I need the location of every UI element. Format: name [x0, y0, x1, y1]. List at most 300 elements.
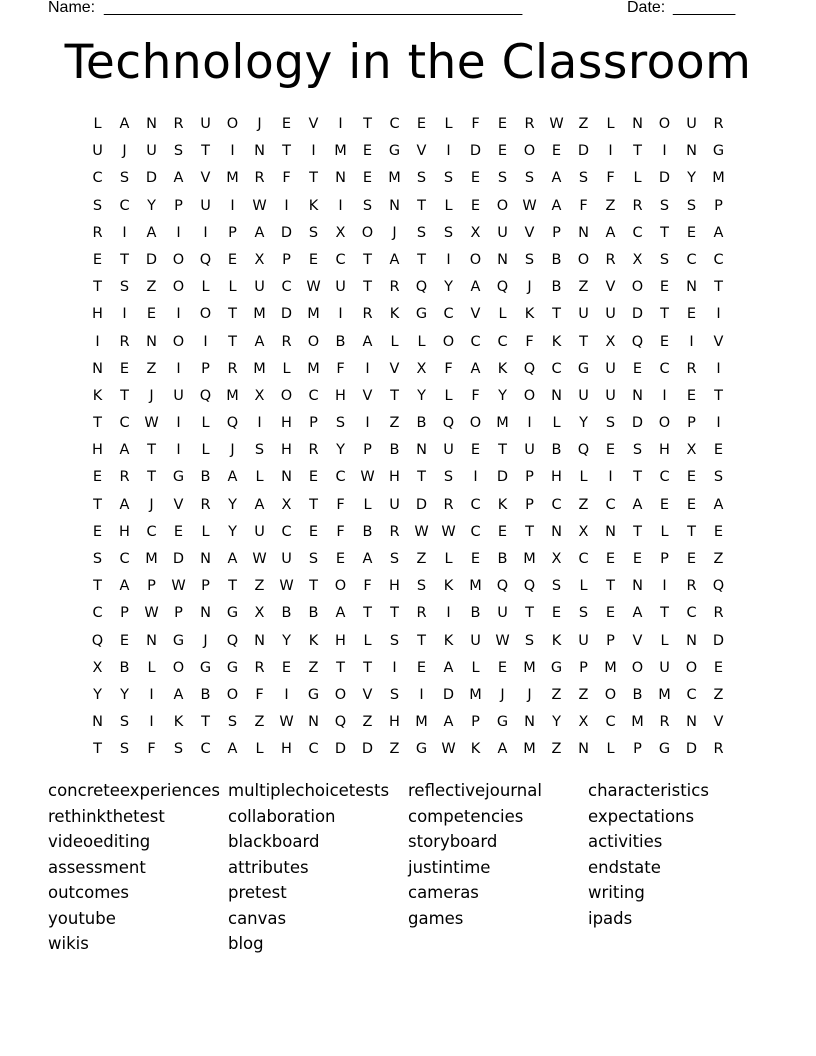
grid-letter: C	[686, 251, 697, 268]
grid-letter: P	[714, 197, 723, 214]
grid-letter: M	[145, 551, 158, 567]
grid-letter: E	[632, 360, 643, 377]
grid-letter: O	[658, 415, 671, 432]
grid-letter: I	[716, 306, 721, 323]
grid-letter: A	[173, 170, 184, 187]
grid-row	[84, 464, 732, 491]
grid-letter: K	[497, 496, 508, 513]
grid-letter: E	[605, 605, 616, 622]
grid-letter: S	[308, 551, 319, 567]
word-bank-item: reflectivejournal	[408, 781, 542, 800]
grid-letter: S	[119, 279, 130, 296]
grid-letter: M	[388, 170, 401, 187]
grid-letter: A	[254, 496, 265, 513]
grid-letter: P	[147, 578, 156, 595]
grid-letter: I	[149, 714, 154, 731]
grid-letter: U	[92, 143, 103, 160]
grid-letter: M	[226, 387, 239, 404]
grid-letter: L	[660, 523, 669, 540]
grid-letter: M	[658, 686, 671, 703]
word-bank-item: collaboration	[228, 806, 336, 826]
grid-letter: I	[230, 143, 235, 160]
grid-letter: T	[633, 523, 642, 540]
grid-letter: Z	[254, 578, 265, 595]
grid-letter: W	[441, 741, 456, 758]
grid-letter: J	[149, 387, 154, 404]
grid-letter: S	[92, 551, 103, 567]
grid-letter: A	[551, 197, 562, 214]
grid-letter: L	[363, 632, 372, 649]
grid-letter: T	[93, 496, 102, 513]
grid-letter: J	[527, 686, 532, 703]
grid-letter: T	[390, 387, 399, 404]
name-field[interactable]: _______________________________________________	[104, 0, 523, 16]
grid-letter: G	[550, 659, 563, 676]
grid-letter: P	[525, 496, 534, 513]
grid-letter: A	[335, 605, 346, 622]
grid-letter: Z	[578, 116, 589, 132]
grid-letter: E	[308, 523, 319, 540]
grid-letter: C	[335, 469, 346, 486]
grid-letter: T	[714, 279, 723, 296]
grid-letter: E	[686, 306, 697, 323]
grid-letter: A	[227, 741, 238, 758]
grid-row	[84, 628, 732, 655]
grid-letter: V	[173, 496, 184, 513]
header-line	[48, 0, 748, 20]
word-bank-item: youtube	[48, 908, 116, 928]
grid-letter: I	[176, 442, 181, 459]
grid-letter: R	[119, 469, 130, 486]
grid-letter: F	[255, 686, 264, 703]
grid-letter: T	[552, 306, 561, 323]
grid-letter: K	[551, 632, 562, 649]
grid-letter: B	[551, 279, 562, 296]
grid-letter: Y	[444, 279, 453, 296]
grid-row	[84, 356, 732, 383]
grid-letter: M	[469, 686, 482, 703]
grid-letter: O	[685, 659, 698, 676]
grid-letter: I	[716, 360, 721, 377]
grid-letter: S	[416, 224, 427, 241]
grid-letter: U	[254, 523, 265, 540]
grid-letter: Y	[93, 686, 102, 703]
word-bank-item: pretest	[228, 883, 287, 902]
grid-letter: S	[227, 714, 238, 731]
grid-letter: X	[605, 333, 616, 350]
grid-letter: Q	[442, 415, 455, 432]
grid-letter: R	[443, 496, 454, 513]
name-label: Name:	[48, 0, 96, 16]
grid-letter: E	[686, 224, 697, 241]
grid-letter: O	[172, 659, 185, 676]
grid-letter: C	[281, 523, 292, 540]
grid-letter: L	[201, 415, 210, 432]
grid-letter: G	[172, 632, 185, 649]
grid-letter: T	[363, 605, 372, 622]
grid-letter: U	[173, 387, 184, 404]
grid-letter: C	[632, 224, 643, 241]
grid-letter: E	[119, 632, 130, 649]
grid-letter: U	[686, 116, 697, 132]
grid-letter: T	[714, 387, 723, 404]
grid-letter: E	[92, 469, 103, 486]
grid-letter: D	[658, 170, 671, 187]
grid-letter: O	[496, 197, 509, 214]
grid-letter: H	[335, 632, 346, 649]
grid-letter: L	[606, 116, 615, 132]
grid-letter: L	[417, 333, 426, 350]
grid-letter: T	[633, 143, 642, 160]
grid-letter: F	[444, 360, 453, 377]
grid-letter: Z	[578, 496, 589, 513]
grid-letter: X	[551, 551, 562, 567]
grid-letter: B	[200, 686, 211, 703]
grid-letter: R	[389, 523, 400, 540]
grid-letter: G	[415, 741, 428, 758]
grid-letter: N	[578, 224, 589, 241]
grid-letter: E	[713, 442, 724, 459]
grid-letter: N	[632, 116, 643, 132]
grid-letter: I	[338, 306, 343, 323]
grid-letter: R	[713, 605, 724, 622]
grid-letter: R	[227, 360, 238, 377]
grid-letter: M	[334, 143, 347, 160]
grid-letter: S	[389, 632, 400, 649]
grid-letter: W	[252, 551, 267, 567]
grid-letter: E	[308, 251, 319, 268]
grid-letter: T	[120, 251, 129, 268]
grid-letter: Z	[605, 197, 616, 214]
grid-letter: N	[200, 605, 211, 622]
grid-row	[84, 274, 732, 301]
grid-letter: S	[713, 469, 724, 486]
grid-letter: C	[119, 551, 130, 567]
grid-letter: P	[120, 605, 129, 622]
grid-letter: L	[255, 469, 264, 486]
grid-letter: T	[120, 387, 129, 404]
grid-letter: C	[281, 279, 292, 296]
grid-letter: R	[92, 224, 103, 241]
grid-letter: B	[551, 442, 562, 459]
grid-letter: F	[525, 333, 534, 350]
grid-letter: N	[146, 116, 157, 132]
grid-row	[84, 111, 732, 138]
word-bank-row	[48, 804, 768, 830]
grid-row	[84, 165, 732, 192]
word-bank-row	[48, 880, 768, 906]
grid-row	[84, 546, 732, 573]
grid-letter: B	[551, 251, 562, 268]
grid-letter: S	[443, 224, 454, 241]
grid-letter: A	[632, 496, 643, 513]
grid-letter: T	[228, 578, 237, 595]
grid-letter: A	[713, 224, 724, 241]
grid-letter: K	[443, 632, 454, 649]
grid-letter: T	[525, 523, 534, 540]
grid-letter: P	[552, 224, 561, 241]
grid-letter: D	[712, 632, 725, 649]
grid-letter: O	[361, 224, 374, 241]
grid-letter: M	[307, 306, 320, 323]
grid-letter: U	[578, 632, 589, 649]
grid-letter: U	[605, 387, 616, 404]
word-bank-item: videoediting	[48, 832, 151, 851]
grid-letter: C	[389, 116, 400, 132]
grid-letter: N	[632, 387, 643, 404]
grid-letter: I	[392, 659, 397, 676]
grid-letter: E	[362, 143, 373, 160]
grid-letter: G	[388, 143, 401, 160]
grid-letter: Y	[579, 415, 588, 432]
word-bank-row	[48, 906, 768, 932]
grid-letter: D	[145, 251, 158, 268]
date-field[interactable]: _______	[673, 0, 736, 16]
grid-letter: T	[363, 116, 372, 132]
grid-letter: A	[254, 333, 265, 350]
grid-row	[84, 600, 732, 627]
grid-letter: C	[443, 306, 454, 323]
grid-letter: X	[254, 251, 265, 268]
grid-letter: K	[497, 360, 508, 377]
grid-letter: E	[308, 469, 319, 486]
grid-letter: N	[551, 523, 562, 540]
grid-letter: E	[605, 442, 616, 459]
grid-letter: P	[201, 360, 210, 377]
grid-row	[84, 301, 732, 328]
grid-letter: M	[496, 415, 509, 432]
grid-letter: T	[93, 415, 102, 432]
grid-letter: C	[200, 741, 211, 758]
grid-letter: R	[173, 116, 184, 132]
grid-letter: E	[713, 523, 724, 540]
grid-letter: D	[631, 415, 644, 432]
word-bank-item: endstate	[588, 857, 661, 877]
grid-letter: I	[419, 686, 424, 703]
grid-letter: T	[309, 496, 318, 513]
grid-letter: O	[226, 116, 239, 132]
grid-letter: I	[149, 686, 154, 703]
grid-letter: V	[362, 387, 373, 404]
grid-letter: H	[389, 469, 400, 486]
grid-letter: O	[307, 333, 320, 350]
grid-letter: J	[203, 632, 208, 649]
grid-letter: S	[659, 251, 670, 268]
word-bank-item: cameras	[408, 883, 479, 902]
grid-letter: N	[686, 143, 697, 160]
grid-letter: A	[362, 551, 373, 567]
grid-letter: T	[417, 469, 426, 486]
grid-letter: O	[334, 578, 347, 595]
word-bank-item: activities	[588, 832, 663, 851]
grid-letter: E	[632, 551, 643, 567]
grid-letter: T	[417, 632, 426, 649]
grid-letter: A	[227, 551, 238, 567]
grid-letter: W	[522, 197, 537, 214]
grid-letter: J	[122, 143, 127, 160]
grid-letter: I	[257, 415, 262, 432]
grid-letter: P	[228, 224, 237, 241]
grid-letter: I	[122, 224, 127, 241]
grid-letter: I	[662, 143, 667, 160]
grid-letter: R	[686, 360, 697, 377]
grid-letter: A	[497, 741, 508, 758]
grid-letter: E	[92, 523, 103, 540]
grid-letter: S	[389, 551, 400, 567]
word-bank-item: writing	[588, 883, 645, 902]
word-bank-item: rethinkthetest	[48, 806, 165, 826]
grid-letter: V	[632, 632, 643, 649]
grid-letter: N	[308, 714, 319, 731]
word-bank	[48, 778, 768, 957]
grid-letter: C	[551, 496, 562, 513]
grid-letter: S	[605, 415, 616, 432]
grid-letter: Q	[199, 251, 212, 268]
grid-letter: F	[363, 578, 372, 595]
grid-letter: H	[281, 442, 292, 459]
grid-letter: V	[389, 360, 400, 377]
grid-letter: D	[631, 306, 644, 323]
grid-letter: Z	[146, 279, 157, 296]
grid-letter: T	[147, 469, 156, 486]
grid-letter: L	[444, 387, 453, 404]
grid-letter: L	[201, 442, 210, 459]
grid-letter: S	[362, 197, 373, 214]
grid-row	[84, 573, 732, 600]
grid-letter: D	[280, 306, 293, 323]
grid-letter: T	[660, 605, 669, 622]
grid-letter: E	[713, 659, 724, 676]
grid-letter: E	[173, 523, 184, 540]
grid-letter: E	[416, 659, 427, 676]
grid-letter: N	[686, 632, 697, 649]
grid-letter: N	[200, 551, 211, 567]
grid-letter: E	[551, 143, 562, 160]
grid-letter: S	[416, 578, 427, 595]
grid-letter: T	[201, 143, 210, 160]
grid-letter: R	[362, 306, 373, 323]
grid-letter: F	[579, 197, 588, 214]
grid-letter: T	[363, 251, 372, 268]
grid-letter: A	[146, 224, 157, 241]
grid-letter: C	[92, 605, 103, 622]
grid-letter: H	[551, 469, 562, 486]
grid-letter: N	[254, 143, 265, 160]
grid-letter: I	[176, 360, 181, 377]
grid-letter: I	[176, 306, 181, 323]
grid-letter: B	[416, 415, 427, 432]
grid-letter: R	[632, 197, 643, 214]
grid-letter: Q	[523, 578, 536, 595]
grid-letter: D	[145, 170, 158, 187]
grid-letter: K	[308, 632, 319, 649]
grid-letter: G	[226, 605, 239, 622]
grid-letter: Q	[577, 442, 590, 459]
grid-letter: G	[712, 143, 725, 160]
grid-letter: U	[497, 224, 508, 241]
grid-letter: L	[444, 551, 453, 567]
grid-letter: M	[631, 714, 644, 731]
grid-letter: T	[660, 306, 669, 323]
grid-letter: C	[605, 496, 616, 513]
grid-letter: D	[469, 143, 482, 160]
grid-letter: P	[660, 551, 669, 567]
grid-letter: T	[579, 333, 588, 350]
grid-letter: T	[282, 143, 291, 160]
grid-letter: F	[336, 523, 345, 540]
grid-letter: W	[144, 415, 159, 432]
grid-letter: Z	[146, 360, 157, 377]
word-bank-item: ipads	[588, 908, 633, 928]
grid-letter: Y	[687, 170, 696, 187]
grid-letter: D	[280, 224, 293, 241]
grid-letter: D	[415, 496, 428, 513]
grid-letter: N	[578, 741, 589, 758]
grid-letter: I	[716, 415, 721, 432]
grid-letter: O	[172, 333, 185, 350]
grid-letter: B	[362, 523, 373, 540]
grid-letter: U	[578, 306, 589, 323]
grid-letter: G	[415, 306, 428, 323]
grid-letter: G	[658, 741, 671, 758]
grid-letter: I	[365, 415, 370, 432]
grid-letter: W	[144, 605, 159, 622]
word-bank-item: competencies	[408, 806, 524, 826]
grid-letter: L	[633, 170, 642, 187]
grid-letter: S	[119, 714, 130, 731]
grid-letter: I	[365, 360, 370, 377]
grid-letter: O	[172, 279, 185, 296]
grid-letter: E	[497, 659, 508, 676]
grid-letter: C	[497, 333, 508, 350]
grid-letter: U	[254, 279, 265, 296]
grid-letter: M	[604, 659, 617, 676]
grid-letter: E	[659, 333, 670, 350]
grid-letter: I	[203, 333, 208, 350]
grid-letter: E	[281, 659, 292, 676]
grid-letter: N	[551, 387, 562, 404]
grid-letter: K	[443, 578, 454, 595]
grid-letter: X	[254, 387, 265, 404]
grid-letter: U	[443, 442, 454, 459]
grid-letter: C	[470, 523, 481, 540]
grid-letter: L	[444, 116, 453, 132]
grid-letter: W	[549, 116, 564, 132]
grid-letter: B	[632, 686, 643, 703]
grid-letter: A	[119, 116, 130, 132]
grid-letter: L	[147, 659, 156, 676]
grid-letter: H	[659, 442, 670, 459]
grid-letter: U	[605, 306, 616, 323]
grid-letter: N	[254, 632, 265, 649]
grid-letter: Z	[416, 551, 427, 567]
grid-letter: W	[360, 469, 375, 486]
grid-letter: R	[524, 116, 535, 132]
grid-letter: L	[255, 741, 264, 758]
grid-row	[84, 410, 732, 437]
grid-letter: G	[496, 714, 509, 731]
grid-letter: R	[713, 116, 724, 132]
grid-letter: O	[523, 387, 536, 404]
grid-letter: P	[687, 415, 696, 432]
grid-letter: V	[470, 306, 481, 323]
grid-letter: S	[389, 686, 400, 703]
grid-letter: S	[308, 224, 319, 241]
grid-letter: R	[686, 578, 697, 595]
grid-letter: X	[632, 251, 643, 268]
grid-letter: N	[686, 714, 697, 731]
grid-letter: W	[171, 578, 186, 595]
